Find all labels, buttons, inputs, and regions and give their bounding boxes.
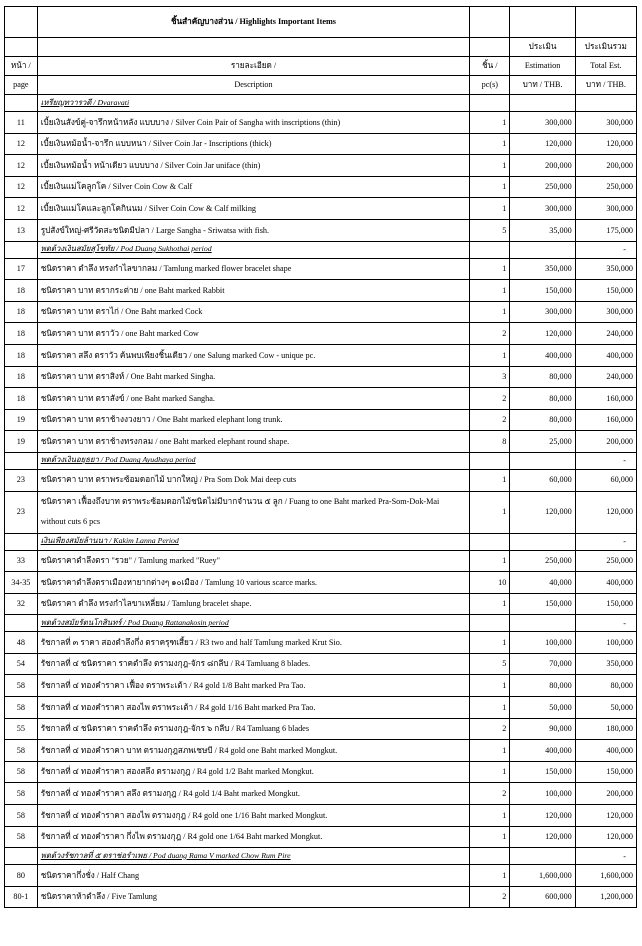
header-total-en: Total Est. (575, 57, 636, 76)
header-est-unit: บาท / THB. (510, 76, 575, 95)
title-row (5, 7, 637, 38)
section-pcs-blank (470, 241, 510, 258)
section-row (5, 452, 637, 469)
section-title: พดด้วงเงินอยุธยา / Pod Duang Ayudhaya period (37, 452, 470, 469)
table-row (5, 112, 637, 134)
estimation-cell: 50,000 (510, 697, 575, 719)
section-page-blank (5, 533, 38, 550)
page-cell: 58 (5, 805, 38, 827)
page-cell: 55 (5, 718, 38, 740)
page-cell: 11 (5, 112, 38, 134)
page-cell: 54 (5, 653, 38, 675)
section-title: พดด้วงสมัยรัตนโกสินทร์ / Pod Duang Rattanakosin period (37, 615, 470, 632)
section-total: - (575, 452, 636, 469)
estimation-cell: 300,000 (510, 112, 575, 134)
table-row (5, 366, 637, 388)
pcs-cell: 1 (470, 697, 510, 719)
section-title: เหรียญทวารวดี / Dvaravati (37, 95, 470, 112)
pcs-cell: 1 (470, 198, 510, 220)
estimation-cell: 25,000 (510, 431, 575, 453)
section-total: - (575, 241, 636, 258)
estimation-cell: 250,000 (510, 550, 575, 572)
table-row (5, 675, 637, 697)
pcs-cell: 2 (470, 388, 510, 410)
estimation-cell: 120,000 (510, 826, 575, 848)
estimation-cell: 60,000 (510, 469, 575, 491)
description-cell: รัชกาลที่ ๔ ทองคำราคา สองสลึง ตรามงกุฎ / R4 gold 1/2 Baht marked Mongkut. (37, 761, 470, 783)
pcs-cell: 1 (470, 632, 510, 654)
description-cell: เบี้ยเงินหม้อน้ำ-จารึก แบบหนา / Silver Coin Jar - Inscriptions (thick) (37, 133, 470, 155)
section-page-blank (5, 615, 38, 632)
description-cell: ชนิดราคา บาท ตราช้างงวงยาว / One Baht marked elephant long trunk. (37, 409, 470, 431)
total-cell: 300,000 (575, 112, 636, 134)
page-cell: 12 (5, 133, 38, 155)
table-row (5, 653, 637, 675)
pcs-cell: 2 (470, 718, 510, 740)
table-row (5, 155, 637, 177)
estimation-cell: 150,000 (510, 280, 575, 302)
estimation-cell: 80,000 (510, 388, 575, 410)
pcs-cell: 1 (470, 805, 510, 827)
table-row (5, 198, 637, 220)
section-page-blank (5, 241, 38, 258)
total-cell: 240,000 (575, 323, 636, 345)
section-pcs-blank (470, 452, 510, 469)
estimation-cell: 120,000 (510, 805, 575, 827)
estimation-cell: 150,000 (510, 761, 575, 783)
table-row (5, 176, 637, 198)
total-cell: 400,000 (575, 572, 636, 594)
section-total (575, 95, 636, 112)
pcs-cell: 1 (470, 301, 510, 323)
page-cell: 32 (5, 593, 38, 615)
table-row (5, 491, 637, 533)
total-cell: 50,000 (575, 697, 636, 719)
header-blank (5, 38, 38, 57)
description-cell: เบี้ยเงินแม่โคลูกโค / Silver Coin Cow & Calf (37, 176, 470, 198)
pcs-cell: 1 (470, 176, 510, 198)
total-cell: 300,000 (575, 198, 636, 220)
page-cell: 58 (5, 783, 38, 805)
pcs-cell: 10 (470, 572, 510, 594)
page-cell: 23 (5, 491, 38, 533)
section-pcs-blank (470, 848, 510, 865)
pcs-cell: 1 (470, 826, 510, 848)
page-cell: 12 (5, 155, 38, 177)
pcs-cell: 2 (470, 409, 510, 431)
description-cell: ชนิดราคา บาท ตราสิงห์ / One Baht marked Singha. (37, 366, 470, 388)
header-total-unit: บาท / THB. (575, 76, 636, 95)
section-title: เงินเพียงสมัยล้านนา / Kakim Lanna Period (37, 533, 470, 550)
estimation-cell: 1,600,000 (510, 865, 575, 887)
pcs-cell: 1 (470, 740, 510, 762)
page-cell: 12 (5, 198, 38, 220)
pcs-cell: 1 (470, 491, 510, 533)
description-cell: ชนิดราคา บาท ตราไก่ / One Baht marked Cock (37, 301, 470, 323)
estimation-cell: 350,000 (510, 258, 575, 280)
description-cell: รูปสังข์ใหญ่-ศรีวัตสะชนิดมีปลา / Large Sangha - Sriwatsa with fish. (37, 219, 470, 241)
total-cell: 150,000 (575, 280, 636, 302)
pcs-cell: 1 (470, 280, 510, 302)
description-cell: ชนิดราคา บาท ตราช้างทรงกลม / one Baht marked elephant round shape. (37, 431, 470, 453)
estimation-cell: 70,000 (510, 653, 575, 675)
description-cell: ชนิดราคา บาท ตรากระต่าย / one Baht marked Rabbit (37, 280, 470, 302)
total-cell: 1,600,000 (575, 865, 636, 887)
estimation-cell: 300,000 (510, 301, 575, 323)
table-row (5, 718, 637, 740)
title-blank-pcs (470, 7, 510, 38)
page-cell: 19 (5, 409, 38, 431)
total-cell: 250,000 (575, 176, 636, 198)
section-total: - (575, 848, 636, 865)
pcs-cell: 2 (470, 886, 510, 908)
page-cell: 58 (5, 740, 38, 762)
table-row (5, 593, 637, 615)
estimation-cell: 300,000 (510, 198, 575, 220)
title-blank-est (510, 7, 575, 38)
description-cell: รัชกาลที่ ๔ ทองคำราคา บาท ตรามงกุฎสภพเชษบี / R4 gold one Baht marked Mongkut. (37, 740, 470, 762)
section-row (5, 241, 637, 258)
section-page-blank (5, 452, 38, 469)
table-row (5, 805, 637, 827)
header-row-3 (5, 76, 637, 95)
section-est-blank (510, 848, 575, 865)
total-cell: 120,000 (575, 133, 636, 155)
total-cell: 150,000 (575, 761, 636, 783)
page-cell: 58 (5, 697, 38, 719)
total-cell: 60,000 (575, 469, 636, 491)
section-pcs-blank (470, 95, 510, 112)
highlights-table (4, 6, 637, 908)
total-cell: 80,000 (575, 675, 636, 697)
table-row (5, 783, 637, 805)
pcs-cell: 5 (470, 653, 510, 675)
estimation-cell: 120,000 (510, 491, 575, 533)
total-cell: 180,000 (575, 718, 636, 740)
total-cell: 240,000 (575, 366, 636, 388)
page-cell: 18 (5, 301, 38, 323)
page-cell: 18 (5, 323, 38, 345)
page-cell: 18 (5, 344, 38, 366)
description-cell: ชนิดราคา เฟื้องถึงบาท ตราพระซ้อมดอกไม้ชนิดไม่มีบากจำนวน ๕ ลูก / Fuang to one Baht marked Pra-Som-Dok-Mai without cuts 6 pcs (37, 491, 470, 533)
total-cell: 200,000 (575, 431, 636, 453)
pcs-cell: 1 (470, 344, 510, 366)
header-row-1 (5, 38, 637, 57)
section-row (5, 95, 637, 112)
pcs-cell: 1 (470, 155, 510, 177)
description-cell: ชนิดราคากึ่งชั่ง / Half Chang (37, 865, 470, 887)
estimation-cell: 40,000 (510, 572, 575, 594)
header-estimation-th: ประเมิน (510, 38, 575, 57)
total-cell: 120,000 (575, 805, 636, 827)
table-row (5, 865, 637, 887)
section-est-blank (510, 95, 575, 112)
title-blank-total (575, 7, 636, 38)
description-cell: ชนิดราคา บาท ตราพระซ้อมดอกไม้ บากใหญ่ / Pra Som Dok Mai deep cuts (37, 469, 470, 491)
header-total-th: ประเมินรวม (575, 38, 636, 57)
section-est-blank (510, 452, 575, 469)
estimation-cell: 100,000 (510, 783, 575, 805)
pcs-cell: 1 (470, 112, 510, 134)
table-row (5, 409, 637, 431)
page-cell: 58 (5, 675, 38, 697)
section-row (5, 848, 637, 865)
table-row (5, 133, 637, 155)
page-cell: 34-35 (5, 572, 38, 594)
description-cell: รัชกาลที่ ๔ ทองคำราคา สลึง ตรามงกุฎ / R4 gold 1/4 Baht marked Mongkut. (37, 783, 470, 805)
header-row-2 (5, 57, 637, 76)
section-page-blank (5, 848, 38, 865)
section-page-blank (5, 95, 38, 112)
description-cell: เบี้ยเงินสังข์คู่-จารึกหน้าหลัง แบบบาง / Silver Coin Pair of Sangha with inscriptions (thin) (37, 112, 470, 134)
total-cell: 160,000 (575, 388, 636, 410)
table-row (5, 572, 637, 594)
table-row (5, 886, 637, 908)
page-cell: 17 (5, 258, 38, 280)
pcs-cell: 1 (470, 133, 510, 155)
section-title: พดด้วงรัชกาลที่ ๕ ตราช่อรำเพย / Pod duang Rama V marked Chow Rum Pire (37, 848, 470, 865)
table-row (5, 258, 637, 280)
section-est-blank (510, 615, 575, 632)
table-row (5, 219, 637, 241)
description-cell: รัชกาลที่ ๔ ชนิดราคา ราคตำลึง ตรามงกุฎ-จักร ๖ กลีบ / R4 Tamluang 6 blades (37, 718, 470, 740)
total-cell: 100,000 (575, 632, 636, 654)
page-cell: 19 (5, 431, 38, 453)
estimation-cell: 80,000 (510, 409, 575, 431)
description-cell: รัชกาลที่ ๔ ทองคำราคา สองไพ ตรามงกุฎ / R4 gold one 1/16 Baht marked Mongkut. (37, 805, 470, 827)
pcs-cell: 1 (470, 258, 510, 280)
pcs-cell: 3 (470, 366, 510, 388)
estimation-cell: 120,000 (510, 133, 575, 155)
page-cell: 18 (5, 388, 38, 410)
table-row (5, 697, 637, 719)
table-row (5, 323, 637, 345)
page-cell: 58 (5, 826, 38, 848)
pcs-cell: 1 (470, 761, 510, 783)
total-cell: 350,000 (575, 258, 636, 280)
section-est-blank (510, 533, 575, 550)
estimation-cell: 150,000 (510, 593, 575, 615)
page-cell: 12 (5, 176, 38, 198)
section-est-blank (510, 241, 575, 258)
page-title: ชิ้นสำคัญบางส่วน / Highlights Important Items (37, 7, 470, 38)
table-row (5, 550, 637, 572)
pcs-cell: 8 (470, 431, 510, 453)
pcs-cell: 1 (470, 675, 510, 697)
total-cell: 160,000 (575, 409, 636, 431)
estimation-cell: 250,000 (510, 176, 575, 198)
description-cell: รัชกาลที่ ๔ ทองคำราคา เฟื้อง ตราพระเต้า / R4 gold 1/8 Baht marked Pra Tao. (37, 675, 470, 697)
section-pcs-blank (470, 615, 510, 632)
total-cell: 1,200,000 (575, 886, 636, 908)
table-row (5, 826, 637, 848)
pcs-cell: 1 (470, 593, 510, 615)
section-total: - (575, 533, 636, 550)
pcs-cell: 5 (470, 219, 510, 241)
pcs-cell: 1 (470, 865, 510, 887)
estimation-cell: 100,000 (510, 632, 575, 654)
description-cell: ชนิดราคา บาท ตราสังข์ / one Baht marked Sangha. (37, 388, 470, 410)
header-pcs-en: pc(s) (470, 76, 510, 95)
header-estimation-en: Estimation (510, 57, 575, 76)
section-title: พดด้วงเงินสมัยสุโขทัย / Pod Duang Sukhothai period (37, 241, 470, 258)
total-cell: 300,000 (575, 301, 636, 323)
total-cell: 120,000 (575, 826, 636, 848)
total-cell: 400,000 (575, 344, 636, 366)
total-cell: 350,000 (575, 653, 636, 675)
total-cell: 150,000 (575, 593, 636, 615)
estimation-cell: 35,000 (510, 219, 575, 241)
estimation-cell: 120,000 (510, 323, 575, 345)
header-blank (37, 38, 470, 57)
table-row (5, 740, 637, 762)
description-cell: รัชกาลที่ ๔ ทองคำราคา กึ่งไพ ตรามงกุฎ / R4 gold one 1/64 Baht marked Mongkut. (37, 826, 470, 848)
pcs-cell: 2 (470, 323, 510, 345)
description-cell: ชนิดราคา ตำลึง ทรงกำไลขากลม / Tamlung marked flower bracelet shape (37, 258, 470, 280)
page-cell: 18 (5, 280, 38, 302)
description-cell: รัชกาลที่ ๔ ทองคำราคา สองไพ ตราพระเต้า / R4 gold 1/16 Baht marked Pra Tao. (37, 697, 470, 719)
estimation-cell: 80,000 (510, 675, 575, 697)
description-cell: ชนิดราคาห้าตำลึง / Five Tamlung (37, 886, 470, 908)
description-cell: ชนิดราคา ตำลึง ทรงกำไลขาเหลี่ยม / Tamlung bracelet shape. (37, 593, 470, 615)
page-cell: 80-1 (5, 886, 38, 908)
table-row (5, 301, 637, 323)
table-row (5, 431, 637, 453)
table-row (5, 388, 637, 410)
total-cell: 175,000 (575, 219, 636, 241)
section-total: - (575, 615, 636, 632)
page-cell: 80 (5, 865, 38, 887)
total-cell: 250,000 (575, 550, 636, 572)
section-row (5, 615, 637, 632)
header-blank (470, 38, 510, 57)
description-cell: เบี้ยเงินหม้อน้ำ หน้าเดียว แบบบาง / Silver Coin Jar uniface (thin) (37, 155, 470, 177)
page-cell: 23 (5, 469, 38, 491)
section-pcs-blank (470, 533, 510, 550)
header-page-th: หน้า / (5, 57, 38, 76)
description-cell: ชนิดราคาตำลึงตราเมืองหายากต่างๆ ๑๐เมือง / Tamlung 10 various scarce marks. (37, 572, 470, 594)
table-row (5, 469, 637, 491)
table-row (5, 344, 637, 366)
title-left-blank (5, 7, 38, 38)
estimation-cell: 400,000 (510, 740, 575, 762)
description-cell: ชนิดราคาตำลึงตรา "รวย" / Tamlung marked "Ruey" (37, 550, 470, 572)
table-row (5, 280, 637, 302)
estimation-cell: 80,000 (510, 366, 575, 388)
total-cell: 120,000 (575, 491, 636, 533)
header-pcs-th: ชิ้น / (470, 57, 510, 76)
total-cell: 200,000 (575, 783, 636, 805)
description-cell: ชนิดราคา สลึง ตราวัว ค้นพบเพียงชิ้นเดียว / one Salung marked Cow - unique pc. (37, 344, 470, 366)
section-row (5, 533, 637, 550)
total-cell: 200,000 (575, 155, 636, 177)
page-cell: 58 (5, 761, 38, 783)
page-cell: 48 (5, 632, 38, 654)
total-cell: 400,000 (575, 740, 636, 762)
pcs-cell: 1 (470, 469, 510, 491)
page-cell: 18 (5, 366, 38, 388)
header-page-en: page (5, 76, 38, 95)
estimation-cell: 600,000 (510, 886, 575, 908)
table-row (5, 632, 637, 654)
header-desc-en: Description (37, 76, 470, 95)
table-row (5, 761, 637, 783)
estimation-cell: 90,000 (510, 718, 575, 740)
description-cell: เบี้ยเงินแม่โคและลูกโคกินนม / Silver Coin Cow & Calf milking (37, 198, 470, 220)
description-cell: รัชกาลที่ ๓ ราคา สองตำลึงกึ่ง ตราครุฑเสี้ยว / R3 two and half Tamlung marked Krut Sio. (37, 632, 470, 654)
estimation-cell: 400,000 (510, 344, 575, 366)
estimation-cell: 200,000 (510, 155, 575, 177)
header-desc-th: รายละเอียด / (37, 57, 470, 76)
page-cell: 13 (5, 219, 38, 241)
description-cell: ชนิดราคา บาท ตราวัว / one Baht marked Cow (37, 323, 470, 345)
pcs-cell: 2 (470, 783, 510, 805)
page-cell: 33 (5, 550, 38, 572)
description-cell: รัชกาลที่ ๔ ชนิดราคา ราคตำลึง ตรามงกุฎ-จักร ๘กลีบ / R4 Tamluang 8 blades. (37, 653, 470, 675)
pcs-cell: 1 (470, 550, 510, 572)
